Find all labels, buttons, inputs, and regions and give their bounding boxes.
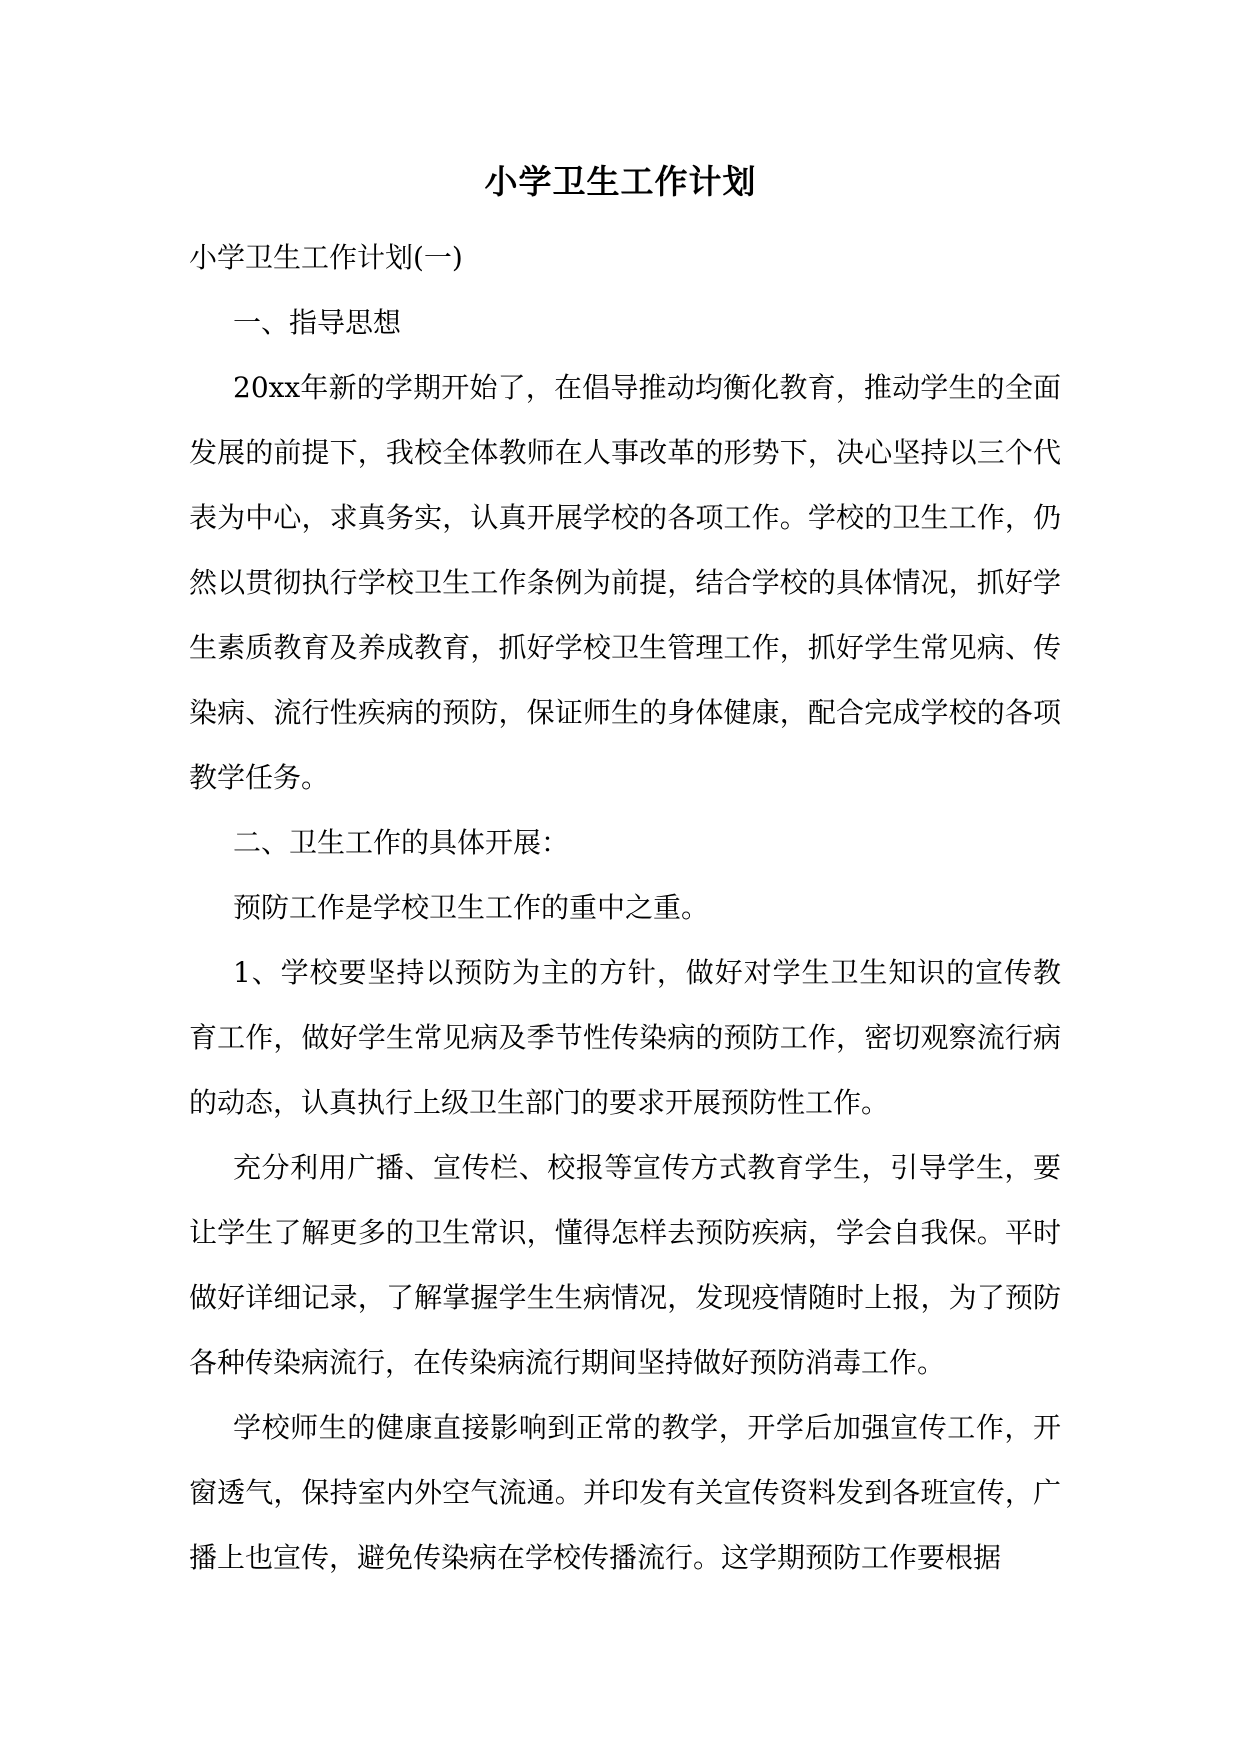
- section-subtitle: 小学卫生工作计划(一): [189, 241, 463, 274]
- heading-work-implementation: 二、卫生工作的具体开展：: [233, 826, 570, 859]
- paragraph-guiding-thought: 20xx年新的学期开始了，在倡导推动均衡化教育，推动学生的全面发展的前提下，我校全体教师在人事改革的形势下，决心坚持以三个代表为中心，求真务实，认真开展学校的各项工作。学校的卫生工作，仍然以贯彻执行学校卫生工作条例为前提，结合学校的具体情况，抓好学生素质教育及养成教育，抓好学校卫生管理工作，抓好学生常见病、传染病、流行性疾病的预防，保证师生的身体健康，配合完成学校的各项教学任务。: [189, 371, 1061, 794]
- document-body: [189, 225, 1061, 1590]
- paragraph-item-1: 1、学校要坚持以预防为主的方针，做好对学生卫生知识的宣传教育工作，做好学生常见病及季节性传染病的预防工作，密切观察流行病的动态，认真执行上级卫生部门的要求开展预防性工作。: [189, 956, 1061, 1119]
- paragraph-prevention-priority: 预防工作是学校卫生工作的重中之重。: [233, 891, 710, 924]
- document-title: 小学卫生工作计划: [484, 162, 757, 201]
- heading-guiding-thought: 一、指导思想: [233, 306, 402, 339]
- paragraph-publicity: 充分利用广播、宣传栏、校报等宣传方式教育学生，引导学生，要让学生了解更多的卫生常识，懂得怎样去预防疾病，学会自我保。平时做好详细记录，了解掌握学生生病情况，发现疫情随时上报，为了预防各种传染病流行，在传染病流行期间坚持做好预防消毒工作。: [189, 1151, 1061, 1379]
- paragraph-health: 学校师生的健康直接影响到正常的教学，开学后加强宣传工作，开窗透气，保持室内外空气流通。并印发有关宣传资料发到各班宣传，广播上也宣传，避免传染病在学校传播流行。这学期预防工作要根据: [189, 1411, 1061, 1574]
